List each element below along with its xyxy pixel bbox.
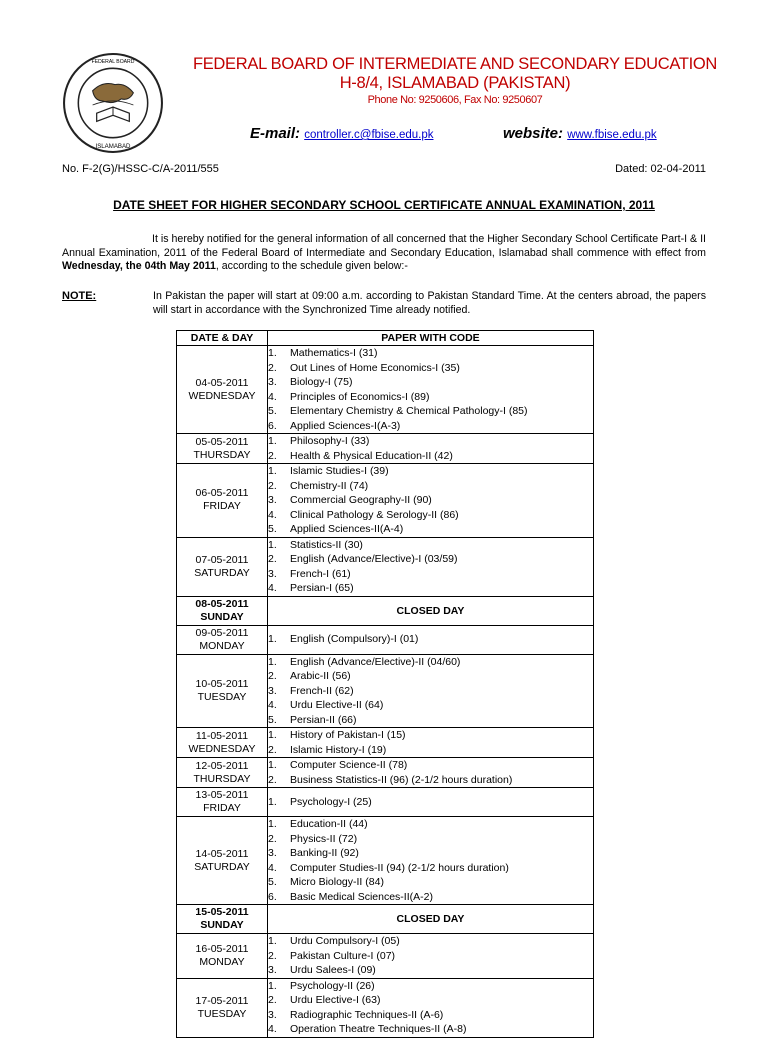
paper-number: 1. xyxy=(268,633,277,646)
paper-item xyxy=(268,522,593,537)
paper-name: Urdu Elective-II (64) xyxy=(290,699,384,711)
exam-date: 07-05-2011 xyxy=(195,553,249,566)
paper-name: Operation Theatre Techniques-II (A-8) xyxy=(290,1023,467,1035)
paper-number: 2. xyxy=(268,670,277,682)
exam-date: 13-05-2011 xyxy=(195,789,249,801)
paper-name: History of Pakistan-I (15) xyxy=(290,729,406,741)
paper-name: Basic Medical Sciences-II(A-2) xyxy=(290,890,433,903)
paper-number: 3. xyxy=(268,494,277,506)
paper-name: Pakistan Culture-I (07) xyxy=(290,949,396,962)
paper-list xyxy=(268,655,593,728)
paper-name: Biology-I (75) xyxy=(290,376,353,388)
paper-name: Micro Biology-II (84) xyxy=(290,876,384,888)
exam-date: 12-05-2011 xyxy=(195,759,249,772)
paper-item xyxy=(268,875,593,890)
paper-number: 2. xyxy=(268,449,277,462)
table-row xyxy=(177,346,594,434)
paper-number: 1. xyxy=(268,347,277,359)
closed-day-cell: CLOSED DAY xyxy=(268,905,594,934)
paper-number: 3. xyxy=(268,567,277,580)
paper-list xyxy=(268,434,593,463)
org-name: FEDERAL BOARD OF INTERMEDIATE AND SECONDARY EDUCATION xyxy=(192,55,718,73)
exam-day: TUESDAY xyxy=(197,690,247,703)
date-day-cell xyxy=(177,788,268,817)
paper-name: Applied Sciences-I(A-3) xyxy=(290,419,401,432)
note-text: In Pakistan the paper will start at 09:00 a.m. according to Pakistan Standard Time. At the centers abroad, the papers will start in accordance with the Synchronized Time already notified. xyxy=(153,290,706,316)
exam-date: 16-05-2011 xyxy=(195,942,249,955)
paper-item xyxy=(268,1008,593,1023)
paper-item xyxy=(268,449,593,464)
paper-number: 1. xyxy=(268,435,277,447)
date-day-cell xyxy=(177,625,268,654)
paper-number: 4. xyxy=(268,508,277,521)
paper-number: 5. xyxy=(268,405,277,417)
paper-number: 2. xyxy=(268,479,277,492)
paper-item xyxy=(268,963,593,978)
paper-list xyxy=(268,758,593,787)
papers-cell xyxy=(268,654,594,728)
date-day-cell xyxy=(177,934,268,979)
note-label: NOTE: xyxy=(62,290,97,302)
table-row xyxy=(177,464,594,538)
paper-name: Philosophy-I (33) xyxy=(290,435,370,447)
paper-number: 1. xyxy=(268,729,277,741)
paper-item xyxy=(268,743,593,758)
paper-number: 4. xyxy=(268,861,277,874)
papers-cell xyxy=(268,434,594,464)
logo-text-bottom: ISLAMABAD xyxy=(95,142,131,150)
paper-name: Chemistry-II (74) xyxy=(290,479,369,492)
paper-number: 4. xyxy=(268,390,277,403)
paper-item xyxy=(268,795,593,810)
exam-day: MONDAY xyxy=(199,639,245,652)
paper-name: Principles of Economics-I (89) xyxy=(290,390,430,403)
paper-name: Clinical Pathology & Serology-II (86) xyxy=(290,508,459,521)
table-row xyxy=(177,434,594,464)
paper-item xyxy=(268,890,593,905)
paper-item xyxy=(268,493,593,508)
exam-day: FRIDAY xyxy=(203,802,241,814)
table-row xyxy=(177,654,594,728)
intro-start-date: Wednesday, the 04th May 2011 xyxy=(62,260,216,272)
paper-item xyxy=(268,390,593,405)
exam-date: 17-05-2011 xyxy=(195,994,249,1007)
paper-name: Psychology-I (25) xyxy=(290,795,372,808)
paper-name: Persian-II (66) xyxy=(290,713,357,726)
date-day-cell xyxy=(177,728,268,758)
paper-item xyxy=(268,375,593,390)
paper-list xyxy=(268,817,593,904)
papers-cell xyxy=(268,978,594,1037)
paper-list xyxy=(268,728,593,757)
paper-number: 1. xyxy=(268,538,277,551)
paper-item xyxy=(268,567,593,582)
website-line xyxy=(503,125,657,142)
paper-name: Arabic-II (56) xyxy=(290,670,351,682)
paper-item xyxy=(268,758,593,773)
paper-name: English (Advance/Elective)-II (04/60) xyxy=(290,655,461,668)
paper-number: 2. xyxy=(268,949,277,962)
paper-item xyxy=(268,1022,593,1037)
date-sheet-table xyxy=(176,330,594,1038)
paper-item xyxy=(268,508,593,523)
paper-name: Computer Studies-II (94) (2-1/2 hours duration) xyxy=(290,861,509,874)
papers-cell xyxy=(268,346,594,434)
exam-day: WEDNESDAY xyxy=(188,742,256,755)
papers-cell xyxy=(268,537,594,596)
date-day-cell xyxy=(177,978,268,1037)
paper-name: Physics-II (72) xyxy=(290,832,358,845)
paper-item xyxy=(268,464,593,479)
exam-date: 09-05-2011 xyxy=(195,626,249,639)
date-day-cell xyxy=(177,905,268,934)
intro-paragraph xyxy=(62,233,706,274)
paper-item xyxy=(268,698,593,713)
paper-item xyxy=(268,684,593,699)
paper-name: Education-II (44) xyxy=(290,818,368,830)
paper-name: Statistics-II (30) xyxy=(290,538,363,551)
paper-name: English (Compulsory)-I (01) xyxy=(290,633,419,646)
table-row xyxy=(177,978,594,1037)
paper-item xyxy=(268,419,593,434)
table-row xyxy=(177,728,594,758)
papers-cell xyxy=(268,934,594,979)
paper-list xyxy=(268,934,593,978)
date-day-cell xyxy=(177,654,268,728)
paper-item xyxy=(268,846,593,861)
paper-item xyxy=(268,728,593,743)
exam-date: 15-05-2011 xyxy=(195,906,249,918)
paper-name: Business Statistics-II (96) (2-1/2 hours duration) xyxy=(290,773,513,786)
header-paper-code: PAPER WITH CODE xyxy=(268,331,594,346)
paper-number: 3. xyxy=(268,964,277,976)
paper-number: 5. xyxy=(268,523,277,535)
paper-item xyxy=(268,934,593,949)
paper-number: 1. xyxy=(268,935,277,947)
exam-day: MONDAY xyxy=(199,955,245,968)
paper-list xyxy=(268,632,593,647)
paper-number: 3. xyxy=(268,684,277,697)
paper-number: 4. xyxy=(268,582,277,594)
paper-number: 6. xyxy=(268,419,277,432)
website-label: website: xyxy=(503,125,564,142)
email-link[interactable]: controller.c@fbise.edu.pk xyxy=(304,129,434,141)
date-day-cell xyxy=(177,817,268,905)
paper-name: Urdu Salees-I (09) xyxy=(290,964,376,976)
paper-number: 1. xyxy=(268,979,277,992)
issue-date: Dated: 02-04-2011 xyxy=(615,163,706,175)
email-label: E-mail: xyxy=(250,125,301,142)
table-row xyxy=(177,934,594,979)
paper-number: 2. xyxy=(268,994,277,1006)
paper-name: Commercial Geography-II (90) xyxy=(290,494,432,506)
paper-number: 5. xyxy=(268,876,277,888)
paper-number: 2. xyxy=(268,553,277,565)
paper-name: Radiographic Techniques-II (A-6) xyxy=(290,1008,444,1021)
paper-number: 1. xyxy=(268,759,277,771)
paper-item xyxy=(268,832,593,847)
papers-cell xyxy=(268,788,594,817)
date-day-cell xyxy=(177,434,268,464)
exam-date: 14-05-2011 xyxy=(195,847,249,860)
email-line xyxy=(250,125,433,142)
paper-number: 2. xyxy=(268,832,277,845)
paper-item xyxy=(268,538,593,553)
paper-item xyxy=(268,479,593,494)
org-address: H-8/4, ISLAMABAD (PAKISTAN) xyxy=(339,74,571,92)
exam-date: 11-05-2011 xyxy=(195,729,249,742)
exam-day: SATURDAY xyxy=(194,566,250,579)
date-day-cell xyxy=(177,464,268,538)
website-link[interactable]: www.fbise.edu.pk xyxy=(567,129,657,141)
paper-name: Applied Sciences-II(A-4) xyxy=(290,523,404,535)
exam-day: THURSDAY xyxy=(193,772,251,785)
phone-fax: Phone No: 9250606, Fax No: 9250607 xyxy=(367,94,543,106)
paper-number: 2. xyxy=(268,361,277,374)
paper-name: Urdu Elective-I (63) xyxy=(290,994,381,1006)
date-day-cell xyxy=(177,537,268,596)
table-row xyxy=(177,537,594,596)
paper-list xyxy=(268,464,593,537)
exam-date: 10-05-2011 xyxy=(195,677,249,690)
paper-number: 2. xyxy=(268,773,277,786)
paper-name: English (Advance/Elective)-I (03/59) xyxy=(290,553,458,565)
paper-item xyxy=(268,434,593,449)
paper-item xyxy=(268,817,593,832)
date-day-cell xyxy=(177,758,268,788)
paper-list xyxy=(268,538,593,596)
paper-name: Elementary Chemistry & Chemical Pathology-I (85) xyxy=(290,405,528,417)
paper-name: Banking-II (92) xyxy=(290,847,359,859)
paper-name: Health & Physical Education-II (42) xyxy=(290,449,453,462)
fbise-logo-icon xyxy=(62,52,164,154)
exam-date: 05-05-2011 xyxy=(195,435,249,448)
document-title: DATE SHEET FOR HIGHER SECONDARY SCHOOL CERTIFICATE ANNUAL EXAMINATION, 2011 xyxy=(113,198,655,212)
paper-number: 1. xyxy=(268,655,277,668)
exam-day: TUESDAY xyxy=(197,1007,247,1020)
paper-number: 1. xyxy=(268,818,277,830)
paper-item xyxy=(268,404,593,419)
paper-item xyxy=(268,552,593,567)
paper-item xyxy=(268,861,593,876)
paper-item xyxy=(268,669,593,684)
intro-after: , according to the schedule given below:- xyxy=(215,260,408,272)
paper-number: 6. xyxy=(268,890,277,903)
exam-date: 06-05-2011 xyxy=(195,487,249,500)
paper-list xyxy=(268,795,593,810)
paper-item xyxy=(268,949,593,964)
closed-day-cell: CLOSED DAY xyxy=(268,596,594,625)
table-row xyxy=(177,817,594,905)
paper-item xyxy=(268,361,593,376)
paper-item xyxy=(268,979,593,994)
paper-name: Out Lines of Home Economics-I (35) xyxy=(290,361,460,374)
paper-number: 5. xyxy=(268,713,277,726)
table-row xyxy=(177,788,594,817)
paper-number: 1. xyxy=(268,795,277,808)
exam-day: WEDNESDAY xyxy=(188,389,256,402)
table-row xyxy=(177,596,594,625)
reference-number: No. F-2(G)/HSSC-C/A-2011/555 xyxy=(62,163,219,175)
paper-name: French-I (61) xyxy=(290,567,351,580)
date-day-cell xyxy=(177,596,268,625)
exam-day: THURSDAY xyxy=(193,448,251,461)
paper-number: 3. xyxy=(268,847,277,859)
paper-name: Persian-I (65) xyxy=(290,582,354,594)
paper-number: 3. xyxy=(268,376,277,388)
table-header-row xyxy=(177,331,594,346)
papers-cell xyxy=(268,728,594,758)
paper-item xyxy=(268,581,593,596)
paper-name: Mathematics-I (31) xyxy=(290,347,378,359)
paper-item xyxy=(268,773,593,788)
table-row xyxy=(177,905,594,934)
date-day-cell xyxy=(177,346,268,434)
paper-name: Computer Science-II (78) xyxy=(290,759,408,771)
paper-list xyxy=(268,979,593,1037)
paper-item xyxy=(268,993,593,1008)
exam-date: 04-05-2011 xyxy=(195,376,249,389)
paper-number: 4. xyxy=(268,1023,277,1035)
paper-name: French-II (62) xyxy=(290,684,354,697)
paper-number: 3. xyxy=(268,1008,277,1021)
paper-item xyxy=(268,346,593,361)
exam-day: SUNDAY xyxy=(200,919,244,931)
exam-day: SATURDAY xyxy=(194,860,250,873)
header-date-day: DATE & DAY xyxy=(177,331,268,346)
exam-day: SUNDAY xyxy=(200,610,244,623)
papers-cell xyxy=(268,625,594,654)
paper-item xyxy=(268,632,593,647)
table-body xyxy=(177,346,594,1038)
paper-name: Psychology-II (26) xyxy=(290,979,375,992)
logo-text-top: FEDERAL BOARD xyxy=(91,59,135,66)
table-row xyxy=(177,625,594,654)
paper-item xyxy=(268,655,593,670)
paper-number: 2. xyxy=(268,743,277,756)
papers-cell xyxy=(268,817,594,905)
exam-date: 08-05-2011 xyxy=(195,597,249,610)
paper-name: Islamic Studies-I (39) xyxy=(290,465,389,477)
papers-cell xyxy=(268,758,594,788)
table-row xyxy=(177,758,594,788)
paper-name: Urdu Compulsory-I (05) xyxy=(290,935,400,947)
exam-day: FRIDAY xyxy=(203,500,241,513)
paper-number: 4. xyxy=(268,699,277,711)
intro-text: It is hereby notified for the general information of all concerned that the Higher Secondary School Certificate Part-I & II Annual Examination, 2011 of the Federal Board of Intermediate and Secondary Education, Islamabad shall commence with effect from xyxy=(62,233,706,259)
paper-number: 1. xyxy=(268,465,277,477)
paper-item xyxy=(268,713,593,728)
papers-cell xyxy=(268,464,594,538)
paper-name: Islamic History-I (19) xyxy=(290,743,387,756)
paper-list xyxy=(268,346,593,433)
